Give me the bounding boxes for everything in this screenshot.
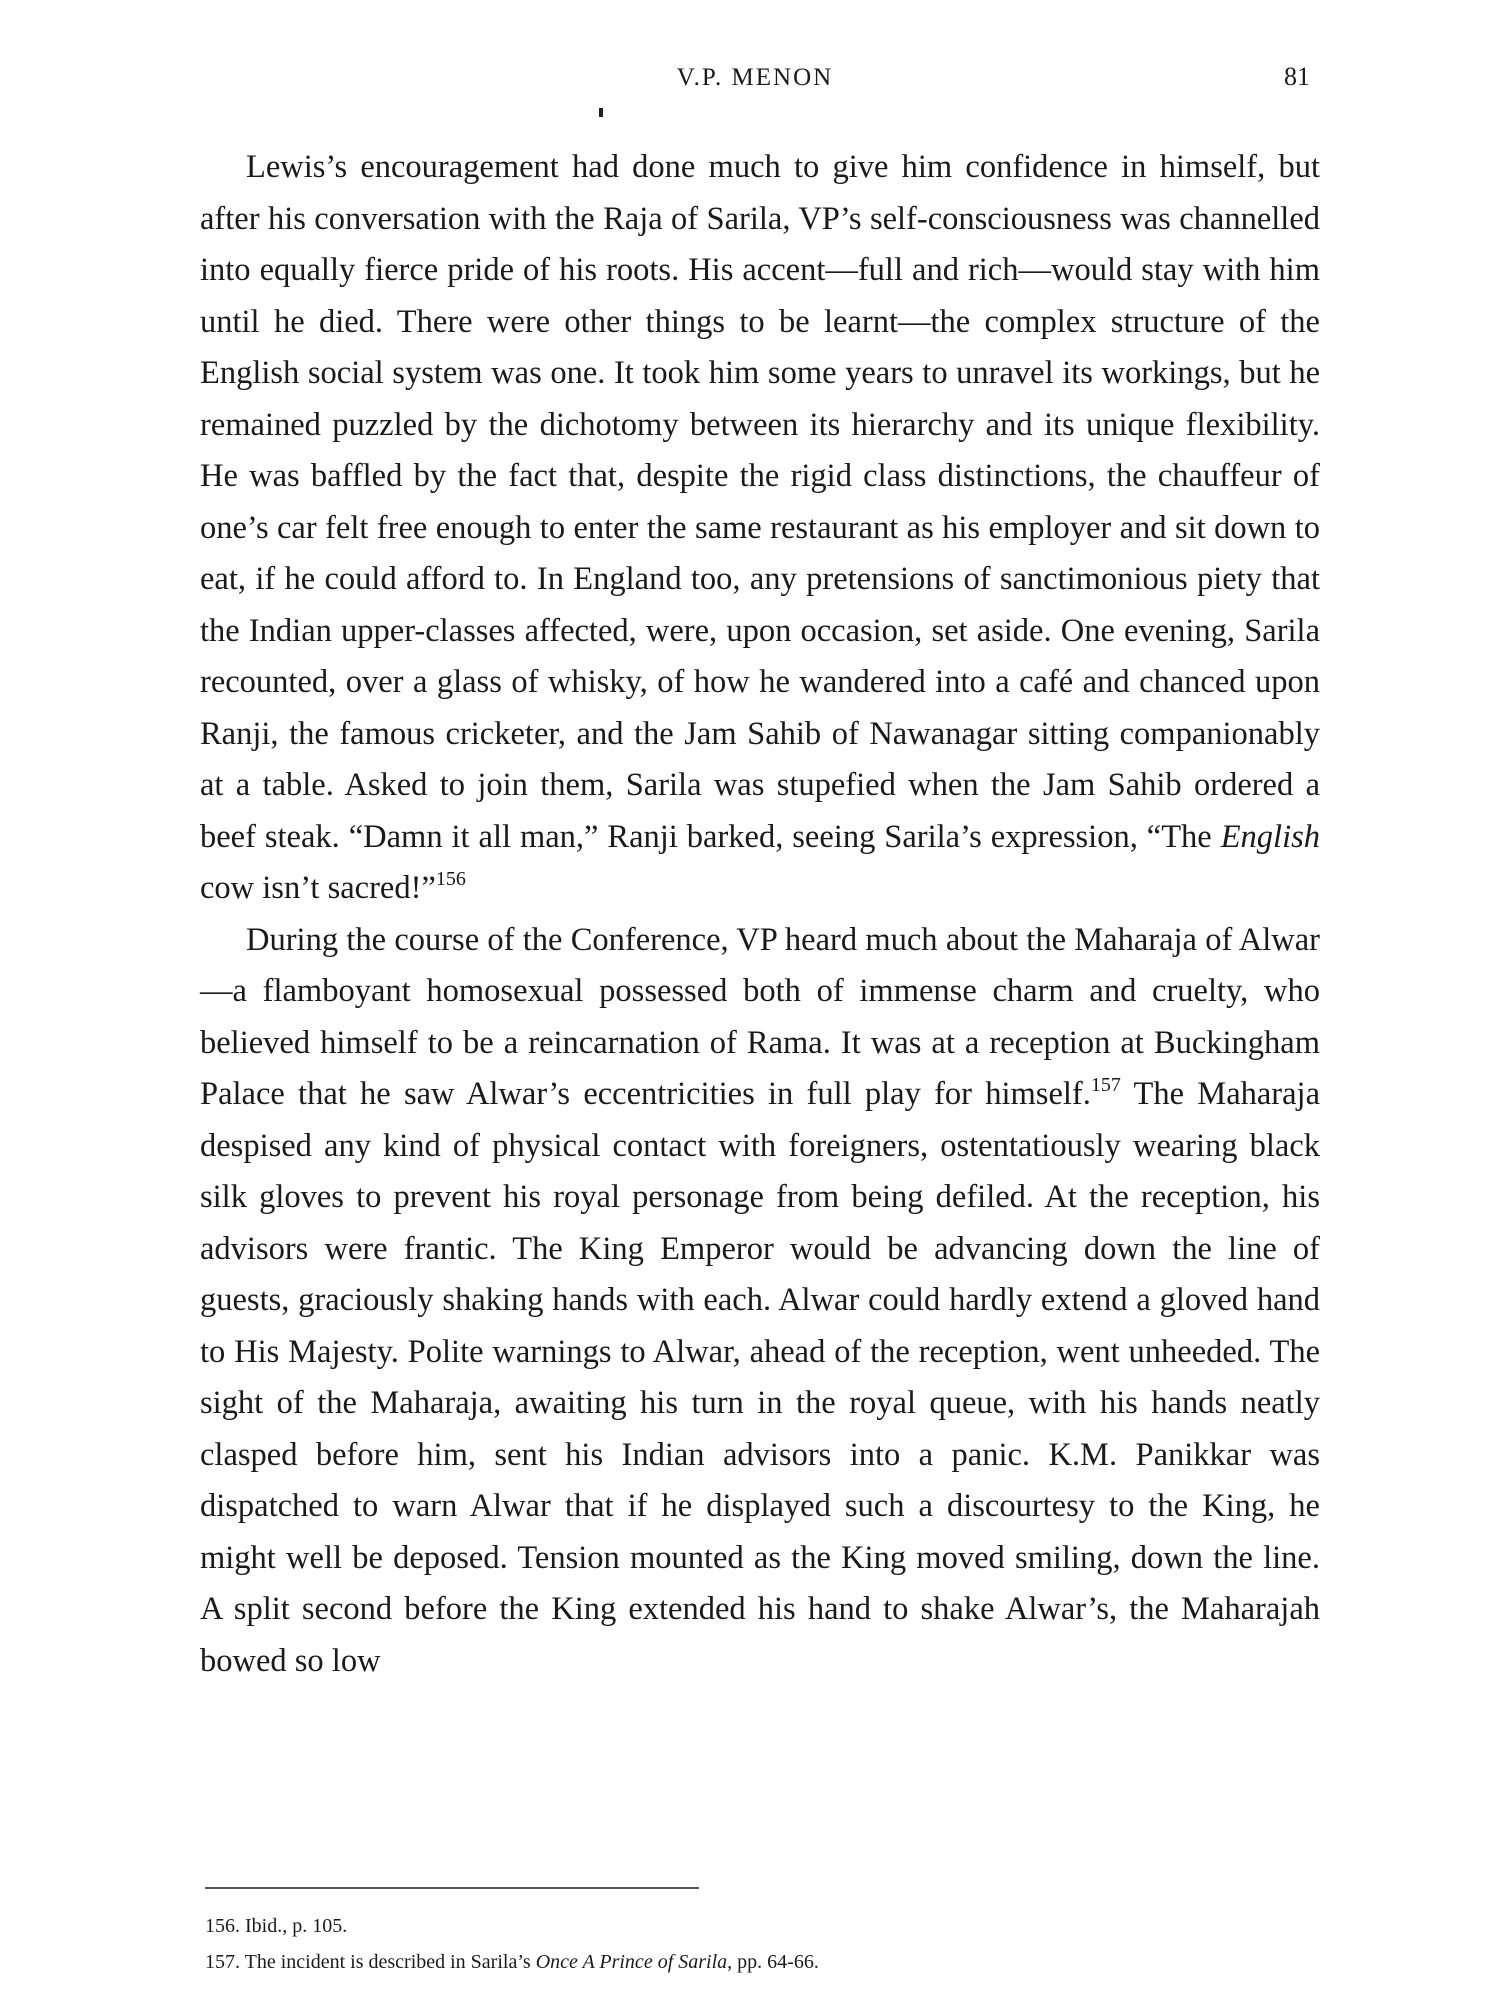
paragraph-2-tail: The Maharaja despised any kind of physical contact with foreigners, ostentatiously wearing black silk gloves to prevent his royal personage from being defiled. At the reception, his advisors were frantic. The King Emperor would be advancing down the line of guests, graciously shaking hands with each. Alwar could hardly extend a gloved hand to His Majesty. Polite warnings to Alwar, ahead of the reception, went unheeded. The sight of the Maharaja, awaiting his turn in the royal queue, with his hands neatly clasped before him, sent his Indian advisors into a panic. K.M. Panikkar was dispatched to warn Alwar that if he displayed such a discourtesy to the King, he might well be deposed. Tension mounted as the King moved smiling, down the line. A split second before the King extended his hand to shake Alwar’s, the Maharajah bowed so low bbox=[200, 1076, 1320, 1679]
running-header bbox=[200, 58, 1310, 98]
footnote-157-text: 157. The incident is described in Sarila’s bbox=[205, 1951, 536, 1973]
print-speck bbox=[599, 108, 603, 117]
paragraph-2-text: During the course of the Conference, VP heard much about the Maharaja of Alwar—a flamboyant homosexual possessed both of immense charm and cruelty, who believed himself to be a reincarnation of Rama. It was at a reception at Buckingham Palace that he saw Alwar’s eccentricities in full play for himself. bbox=[200, 921, 1320, 1112]
paragraph-1-text: Lewis’s encouragement had done much to give him confidence in himself, but after his conversation with the Raja of Sarila, VP’s self-consciousness was channelled into equally fierce pride of his roots. His accent—full and rich—would stay with him until he died. There were other things to be learnt—the complex structure of the English social system was one. It took him some years to unravel its workings, but he remained puzzled by the dichotomy between its hierarchy and its unique flexibility. He was baffled by the fact that, despite the rigid class distinctions, the chauffeur of one’s car felt free enough to enter the same restaurant as his employer and sit down to eat, if he could afford to. In England too, any pretensions of sanctimonious piety that the Indian upper-classes affected, were, upon occasion, set aside. One evening, Sarila recounted, over a glass of whisky, of how he wandered into a café and chanced upon Ranji, the famous cricketer, and the Jam Sahib of Nawanagar sitting companionably at a table. Asked to join them, Sarila was stupefied when the Jam Sahib ordered a beef steak. “Damn it all man,” Ranji barked, seeing Sarila’s expression, “The bbox=[200, 149, 1320, 855]
page-number: 81 bbox=[1284, 62, 1310, 91]
footnotes bbox=[205, 1908, 1325, 1980]
footnote-157 bbox=[205, 1944, 1325, 1980]
running-title: V.P. MENON bbox=[676, 64, 834, 91]
footnote-divider bbox=[205, 1887, 699, 1889]
footnote-ref-157: 157 bbox=[1090, 1074, 1121, 1096]
footnote-156 bbox=[205, 1908, 1325, 1944]
footnote-156-text: 156. Ibid., p. 105. bbox=[205, 1915, 348, 1937]
paragraph-1 bbox=[200, 142, 1320, 915]
body-text bbox=[200, 142, 1320, 1687]
paragraph-2 bbox=[200, 915, 1320, 1688]
footnote-157-italic: Once A Prince of Sarila bbox=[535, 1951, 728, 1973]
paragraph-1-italic: English bbox=[1220, 818, 1320, 855]
paragraph-1-tail: cow isn’t sacred!” bbox=[200, 870, 436, 906]
footnote-ref-156: 156 bbox=[435, 868, 466, 890]
footnote-157-tail: , pp. 64-66. bbox=[727, 1951, 819, 1973]
